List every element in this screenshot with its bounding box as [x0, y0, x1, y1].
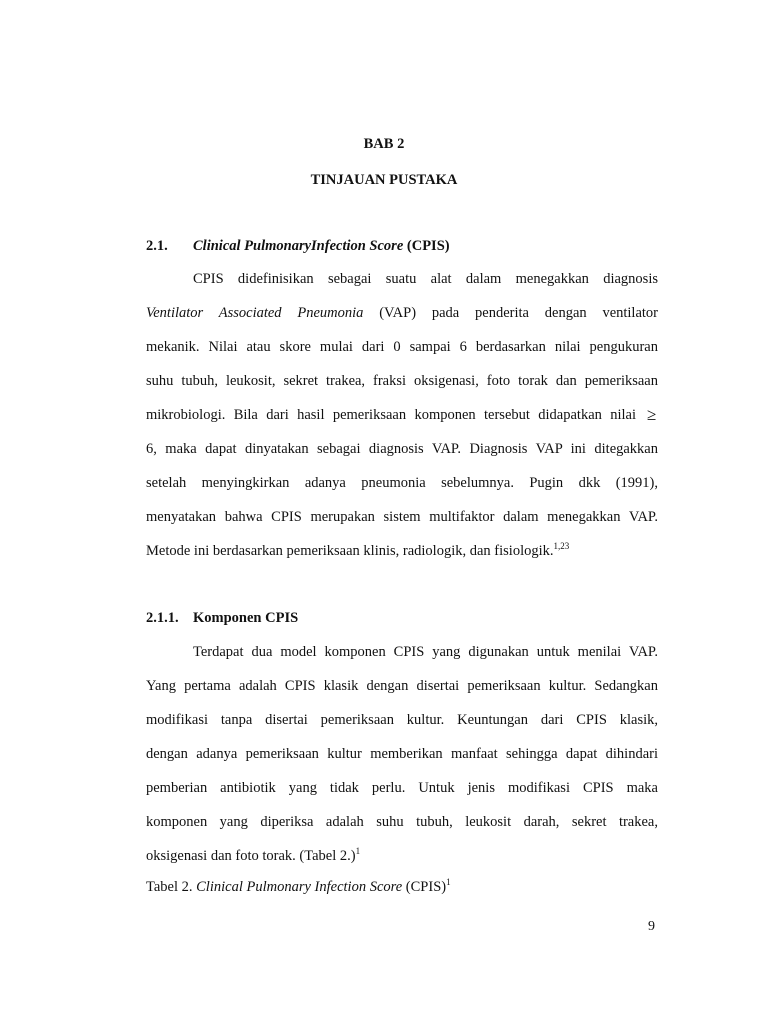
- section-title: [193, 238, 450, 255]
- citation-superscript: 1: [446, 877, 451, 888]
- greater-equal-symbol: ≥: [647, 405, 657, 424]
- paragraph-line: 6, maka dapat dinyatakan sebagai diagnosis VAP. Diagnosis VAP ini ditegakkan: [146, 441, 658, 457]
- paragraph-line: setelah menyingkirkan adanya pneumonia sebelumnya. Pugin dkk (1991),: [146, 475, 658, 491]
- paragraph-line: [146, 305, 658, 322]
- chapter-number: BAB 2: [363, 136, 405, 152]
- paragraph-line: [146, 543, 658, 560]
- citation-superscript: 1,23: [553, 541, 570, 552]
- paragraph-line: menyatakan bahwa CPIS merupakan sistem multifaktor dalam menegakkan VAP.: [146, 509, 658, 525]
- paragraph-line: CPIS didefinisikan sebagai suatu alat dalam menegakkan diagnosis: [193, 271, 658, 287]
- paragraph-line: komponen yang diperiksa adalah suhu tubuh, leukosit darah, sekret trakea,: [146, 814, 658, 830]
- section-number: 2.1.: [146, 238, 168, 254]
- paragraph-line-text: Metode ini berdasarkan pemeriksaan klinis, radiologik, dan fisiologik.: [146, 543, 554, 559]
- table-caption-suffix: (CPIS): [402, 879, 447, 895]
- paragraph-line: Terdapat dua model komponen CPIS yang digunakan untuk menilai VAP.: [193, 644, 658, 660]
- section-title-plain: (CPIS): [403, 238, 450, 254]
- section-title-italic: Clinical PulmonaryInfection Score: [193, 238, 404, 254]
- page-number: 9: [648, 919, 655, 934]
- subsection-number: 2.1.1.: [146, 610, 179, 626]
- table-caption-italic: Clinical Pulmonary Infection Score: [196, 879, 403, 895]
- table-caption-prefix: Tabel 2.: [146, 879, 197, 895]
- paragraph-line-text: (VAP) pada penderita dengan ventilator: [363, 305, 659, 321]
- paragraph-line: modifikasi tanpa disertai pemeriksaan kultur. Keuntungan dari CPIS klasik,: [146, 712, 658, 728]
- term-italic: Ventilator Associated Pneumonia: [146, 305, 364, 321]
- paragraph-line: suhu tubuh, leukosit, sekret trakea, fraksi oksigenasi, foto torak dan pemeriksaan: [146, 373, 658, 389]
- paragraph-line-text: oksigenasi dan foto torak. (Tabel 2.): [146, 848, 356, 864]
- paragraph-line: [146, 848, 658, 865]
- table-caption: [146, 879, 658, 896]
- chapter-title: TINJAUAN PUSTAKA: [310, 172, 458, 188]
- paragraph-line: mekanik. Nilai atau skore mulai dari 0 sampai 6 berdasarkan nilai pengukuran: [146, 339, 658, 355]
- paragraph-line: Yang pertama adalah CPIS klasik dengan disertai pemeriksaan kultur. Sedangkan: [146, 678, 658, 694]
- citation-superscript: 1: [355, 846, 361, 857]
- paragraph-line: dengan adanya pemeriksaan kultur memberikan manfaat sehingga dapat dihindari: [146, 746, 658, 762]
- subsection-title: Komponen CPIS: [193, 610, 299, 626]
- paragraph-line: mikrobiologi. Bila dari hasil pemeriksaan komponen tersebut didapatkan nilai: [146, 407, 636, 423]
- paragraph-line: pemberian antibiotik yang tidak perlu. Untuk jenis modifikasi CPIS maka: [146, 780, 658, 796]
